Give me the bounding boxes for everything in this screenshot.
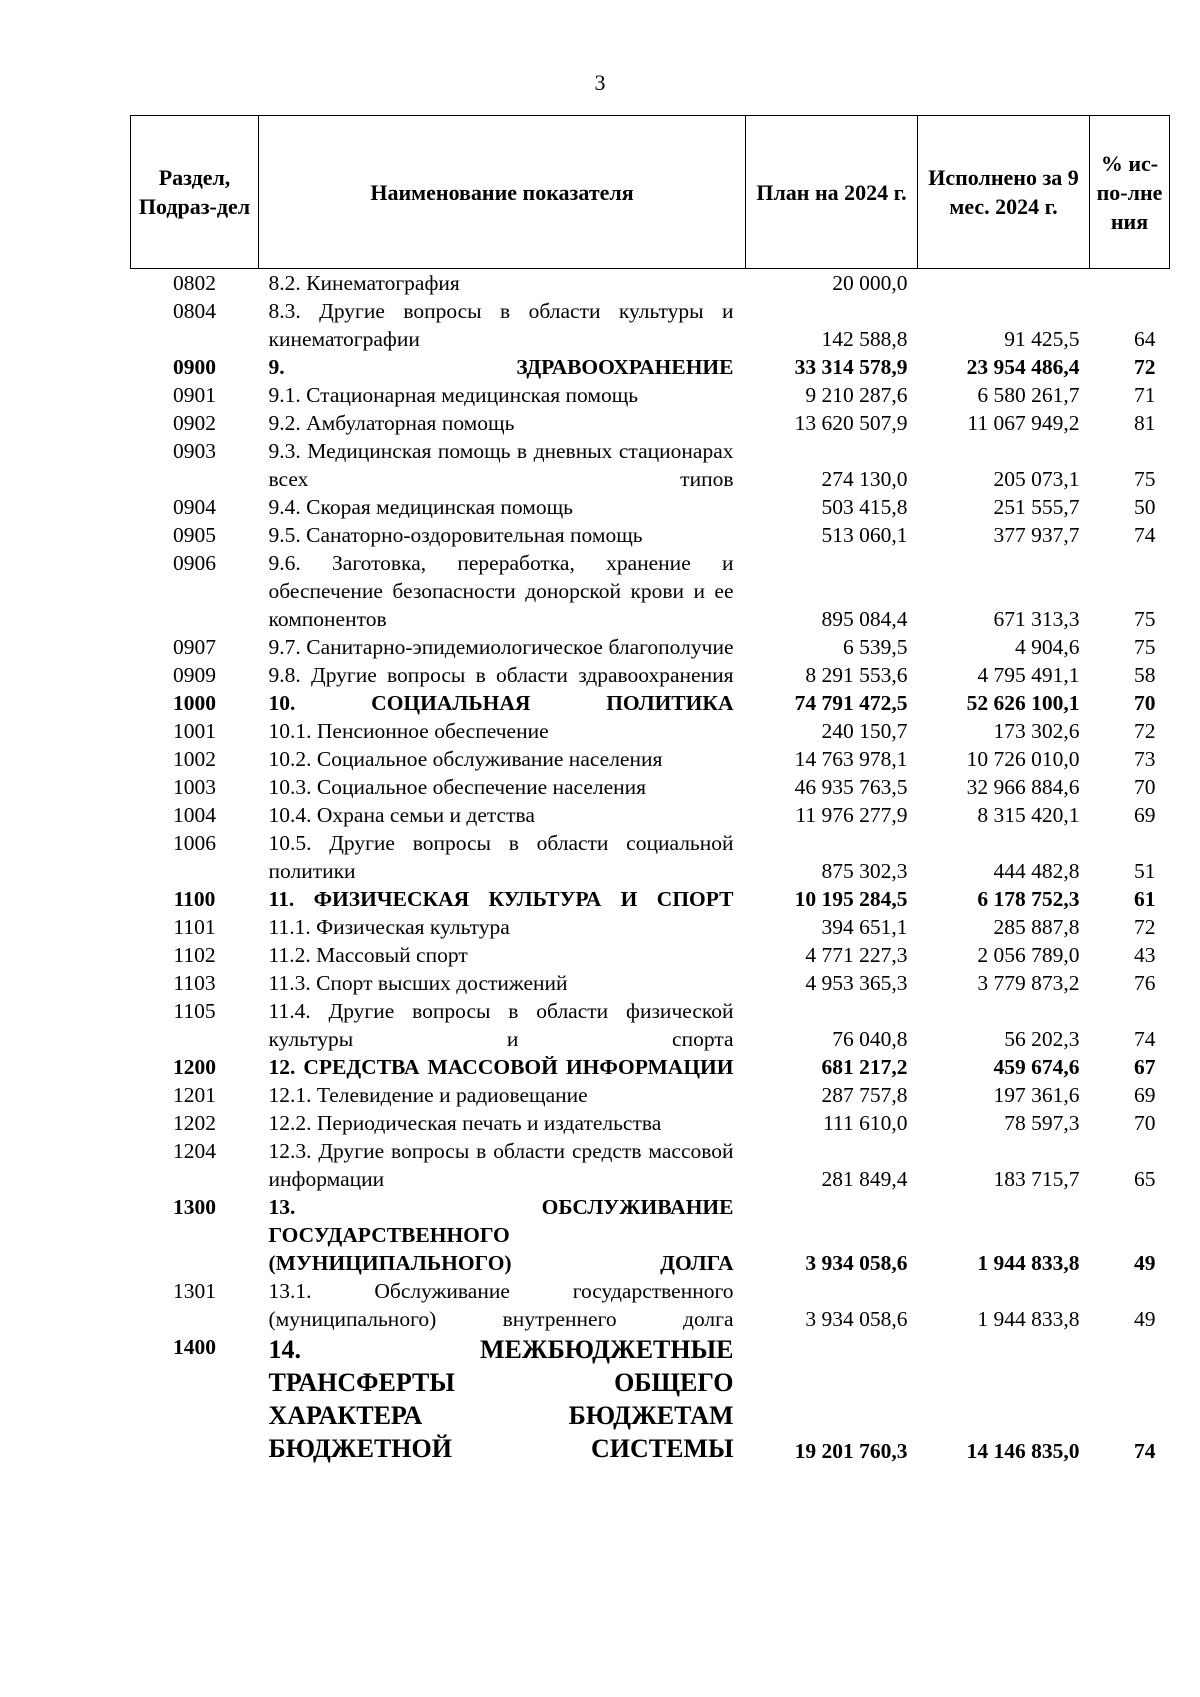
row-done: 205 073,1 (993, 467, 1080, 491)
table-row (131, 801, 1170, 829)
table-row (131, 633, 1170, 661)
row-name: 8.3. Другие вопросы в области культуры и кинематографии (268, 299, 734, 351)
row-pct: 74 (1134, 1439, 1156, 1463)
row-done: 4 795 491,1 (977, 663, 1080, 687)
row-pct: 71 (1134, 383, 1156, 407)
row-code: 1002 (173, 747, 216, 771)
row-code: 1000 (173, 691, 216, 715)
table-row (131, 353, 1170, 381)
row-done: 10 726 010,0 (966, 747, 1080, 771)
table-row (131, 1193, 1170, 1277)
row-name: 11.1. Физическая культура (268, 915, 510, 939)
row-plan: 4 771 227,3 (805, 943, 908, 967)
row-plan: 394 651,1 (821, 915, 908, 939)
table-row (131, 381, 1170, 409)
row-pct: 64 (1134, 327, 1156, 351)
row-pct: 75 (1134, 635, 1156, 659)
row-name: 9.6. Заготовка, переработка, хранение и обеспечение безопасности донорской крови и ее компонентов (268, 551, 734, 631)
row-pct: 72 (1134, 719, 1156, 743)
row-done: 3 779 873,2 (977, 971, 1080, 995)
table-row (131, 941, 1170, 969)
row-pct: 70 (1134, 691, 1156, 715)
header-name: Наименование показателя (259, 116, 746, 269)
row-pct: 69 (1134, 1083, 1156, 1107)
row-done: 6 580 261,7 (977, 383, 1080, 407)
row-done: 78 597,3 (1004, 1111, 1080, 1135)
row-done: 8 315 420,1 (977, 803, 1080, 827)
row-pct: 72 (1134, 915, 1156, 939)
row-done: 23 954 486,4 (966, 355, 1080, 379)
table-row (131, 997, 1170, 1053)
row-name: 9.1. Стационарная медицинская помощь (268, 383, 639, 407)
row-done: 173 302,6 (993, 719, 1080, 743)
row-name: 11.2. Массовый спорт (268, 943, 468, 967)
row-plan: 6 539,5 (843, 635, 908, 659)
row-done: 671 313,3 (993, 607, 1080, 631)
row-plan: 875 302,3 (821, 859, 908, 883)
table-row (131, 745, 1170, 773)
table-row (131, 521, 1170, 549)
row-pct: 76 (1134, 971, 1156, 995)
row-pct: 51 (1134, 859, 1156, 883)
row-code: 0907 (173, 635, 216, 659)
table-row (131, 1109, 1170, 1137)
row-code: 1200 (173, 1055, 216, 1079)
row-name: 10.2. Социальное обслуживание населения (268, 747, 663, 771)
row-done: 2 056 789,0 (977, 943, 1080, 967)
row-plan: 46 935 763,5 (794, 775, 908, 799)
row-code: 0905 (173, 523, 216, 547)
row-name: 11. ФИЗИЧЕСКАЯ КУЛЬТУРА И СПОРТ (268, 887, 734, 911)
row-code: 1301 (173, 1279, 216, 1303)
row-name: 9.2. Амбулаторная помощь (268, 411, 515, 435)
row-name: 10.5. Другие вопросы в области социальной политики (268, 831, 734, 883)
row-pct: 65 (1134, 1167, 1156, 1191)
header-plan: План на 2024 г. (746, 116, 918, 269)
row-code: 1102 (173, 943, 216, 967)
row-name: 8.2. Кинематография (268, 271, 460, 295)
row-pct: 43 (1134, 943, 1156, 967)
table-row (131, 493, 1170, 521)
row-plan: 13 620 507,9 (794, 411, 908, 435)
row-code: 0802 (173, 271, 216, 295)
header-pct: % ис-по-лне ния (1090, 116, 1170, 269)
row-code: 0900 (173, 355, 216, 379)
row-pct (1090, 269, 1170, 298)
budget-table-container (130, 115, 1169, 1465)
row-code: 0902 (173, 411, 216, 435)
row-pct: 73 (1134, 747, 1156, 771)
row-code: 1001 (173, 719, 216, 743)
row-plan: 11 976 277,9 (795, 803, 908, 827)
row-pct: 61 (1134, 887, 1156, 911)
row-done: 183 715,7 (993, 1167, 1080, 1191)
row-code: 1400 (173, 1335, 216, 1359)
row-plan: 895 084,4 (821, 607, 908, 631)
table-row (131, 885, 1170, 913)
table-row (131, 297, 1170, 353)
row-name: 14. МЕЖБЮДЖЕТНЫЕ ТРАНСФЕРТЫ ОБЩЕГО ХАРАКТЕРА БЮДЖЕТАМ БЮДЖЕТНОЙ СИСТЕМЫ (268, 1335, 734, 1463)
row-done (918, 269, 1090, 298)
table-row (131, 913, 1170, 941)
table-row (131, 1277, 1170, 1333)
table-row (131, 409, 1170, 437)
row-plan: 281 849,4 (821, 1167, 908, 1191)
row-code: 1202 (173, 1111, 216, 1135)
row-code: 0901 (173, 383, 216, 407)
table-row (131, 1137, 1170, 1193)
row-name: 12.1. Телевидение и радиовещание (268, 1083, 588, 1107)
table-row (131, 437, 1170, 493)
row-name: 11.3. Спорт высших достижений (268, 971, 568, 995)
row-plan: 33 314 578,9 (794, 355, 908, 379)
row-pct: 70 (1134, 1111, 1156, 1135)
table-row (131, 689, 1170, 717)
page-number: 3 (594, 70, 606, 95)
row-done: 285 887,8 (993, 915, 1080, 939)
row-plan: 20 000,0 (832, 271, 908, 295)
row-plan: 513 060,1 (821, 523, 908, 547)
row-done: 1 944 833,8 (977, 1251, 1080, 1275)
row-code: 1003 (173, 775, 216, 799)
row-done: 4 904,6 (1015, 635, 1080, 659)
table-header-row (131, 116, 1170, 269)
row-code: 1006 (173, 831, 216, 855)
row-done: 251 555,7 (993, 495, 1080, 519)
row-name: 13. ОБСЛУЖИВАНИЕ ГОСУДАРСТВЕННОГО (МУНИЦИПАЛЬНОГО) ДОЛГА (268, 1195, 734, 1275)
table-body (131, 269, 1170, 1466)
row-code: 0909 (173, 663, 216, 687)
row-done: 11 067 949,2 (967, 411, 1080, 435)
table-row (131, 717, 1170, 745)
row-code: 1105 (173, 999, 216, 1023)
row-plan: 287 757,8 (821, 1083, 908, 1107)
row-done: 91 425,5 (1004, 327, 1080, 351)
row-done: 459 674,6 (993, 1055, 1080, 1079)
row-code: 0906 (173, 551, 216, 575)
row-plan: 3 934 058,6 (805, 1307, 908, 1331)
table-row (131, 661, 1170, 689)
row-pct: 50 (1134, 495, 1156, 519)
row-done: 32 966 884,6 (966, 775, 1080, 799)
row-code: 1103 (173, 971, 216, 995)
row-code: 1204 (173, 1139, 216, 1163)
row-name: 12.3. Другие вопросы в области средств массовой информации (268, 1139, 734, 1191)
table-row (131, 269, 1170, 298)
row-pct: 58 (1134, 663, 1156, 687)
row-plan: 74 791 472,5 (794, 691, 908, 715)
row-done: 52 626 100,1 (966, 691, 1080, 715)
row-code: 1004 (173, 803, 216, 827)
row-done: 14 146 835,0 (966, 1439, 1080, 1463)
table-row (131, 1053, 1170, 1081)
table-row (131, 1333, 1170, 1465)
row-pct: 74 (1134, 523, 1156, 547)
budget-execution-table (130, 115, 1170, 1465)
row-name: 10.3. Социальное обеспечение населения (268, 775, 647, 799)
row-plan: 3 934 058,6 (805, 1251, 908, 1275)
row-plan: 4 953 365,3 (805, 971, 908, 995)
row-name: 9.8. Другие вопросы в области здравоохранения (268, 663, 734, 687)
row-pct: 72 (1134, 355, 1156, 379)
row-pct: 49 (1134, 1307, 1156, 1331)
row-done: 56 202,3 (1004, 1027, 1080, 1051)
row-pct: 74 (1134, 1027, 1156, 1051)
row-code: 1300 (173, 1195, 216, 1219)
row-code: 1201 (173, 1083, 216, 1107)
row-pct: 70 (1134, 775, 1156, 799)
row-pct: 75 (1134, 607, 1156, 631)
row-name: 12. СРЕДСТВА МАССОВОЙ ИНФОРМАЦИИ (268, 1055, 734, 1079)
row-pct: 67 (1134, 1055, 1156, 1079)
row-done: 444 482,8 (993, 859, 1080, 883)
header-done: Исполнено за 9 мес. 2024 г. (918, 116, 1090, 269)
table-row (131, 549, 1170, 633)
row-done: 6 178 752,3 (977, 887, 1080, 911)
row-pct: 69 (1134, 803, 1156, 827)
table-row (131, 969, 1170, 997)
row-plan: 19 201 760,3 (794, 1439, 908, 1463)
table-row (131, 829, 1170, 885)
row-done: 377 937,7 (993, 523, 1080, 547)
row-name: 10.1. Пенсионное обеспечение (268, 719, 549, 743)
table-row (131, 1081, 1170, 1109)
row-name: 9.3. Медицинская помощь в дневных стационарах всех типов (268, 439, 734, 491)
header-code: Раздел, Подраз-дел (131, 116, 259, 269)
row-plan: 111 610,0 (823, 1111, 908, 1135)
row-pct: 49 (1134, 1251, 1156, 1275)
row-name: 9.7. Санитарно-эпидемиологическое благополучие (268, 635, 734, 659)
row-code: 1101 (173, 915, 216, 939)
row-plan: 681 217,2 (821, 1055, 908, 1079)
row-plan: 76 040,8 (832, 1027, 908, 1051)
row-plan: 503 415,8 (821, 495, 908, 519)
row-name: 10.4. Охрана семьи и детства (268, 803, 535, 827)
row-name: 13.1. Обслуживание государственного (муниципального) внутреннего долга (268, 1279, 734, 1331)
row-code: 0903 (173, 439, 216, 463)
row-pct: 81 (1134, 411, 1156, 435)
row-name: 12.2. Периодическая печать и издательства (268, 1111, 662, 1135)
row-plan: 9 210 287,6 (805, 383, 908, 407)
row-pct: 75 (1134, 467, 1156, 491)
row-plan: 274 130,0 (821, 467, 908, 491)
row-code: 1100 (173, 887, 216, 911)
row-name: 10. СОЦИАЛЬНАЯ ПОЛИТИКА (268, 691, 734, 715)
row-plan: 142 588,8 (821, 327, 908, 351)
table-row (131, 773, 1170, 801)
row-plan: 10 195 284,5 (794, 887, 908, 911)
row-name: 9. ЗДРАВООХРАНЕНИЕ (268, 355, 734, 379)
row-plan: 8 291 553,6 (805, 663, 908, 687)
row-code: 0804 (173, 299, 216, 323)
row-done: 1 944 833,8 (977, 1307, 1080, 1331)
row-done: 197 361,6 (993, 1083, 1080, 1107)
row-plan: 240 150,7 (821, 719, 908, 743)
row-plan: 14 763 978,1 (794, 747, 908, 771)
row-name: 11.4. Другие вопросы в области физической культуры и спорта (268, 999, 734, 1051)
row-name: 9.5. Санаторно-оздоровительная помощь (268, 523, 643, 547)
row-code: 0904 (173, 495, 216, 519)
row-name: 9.4. Скорая медицинская помощь (268, 495, 573, 519)
